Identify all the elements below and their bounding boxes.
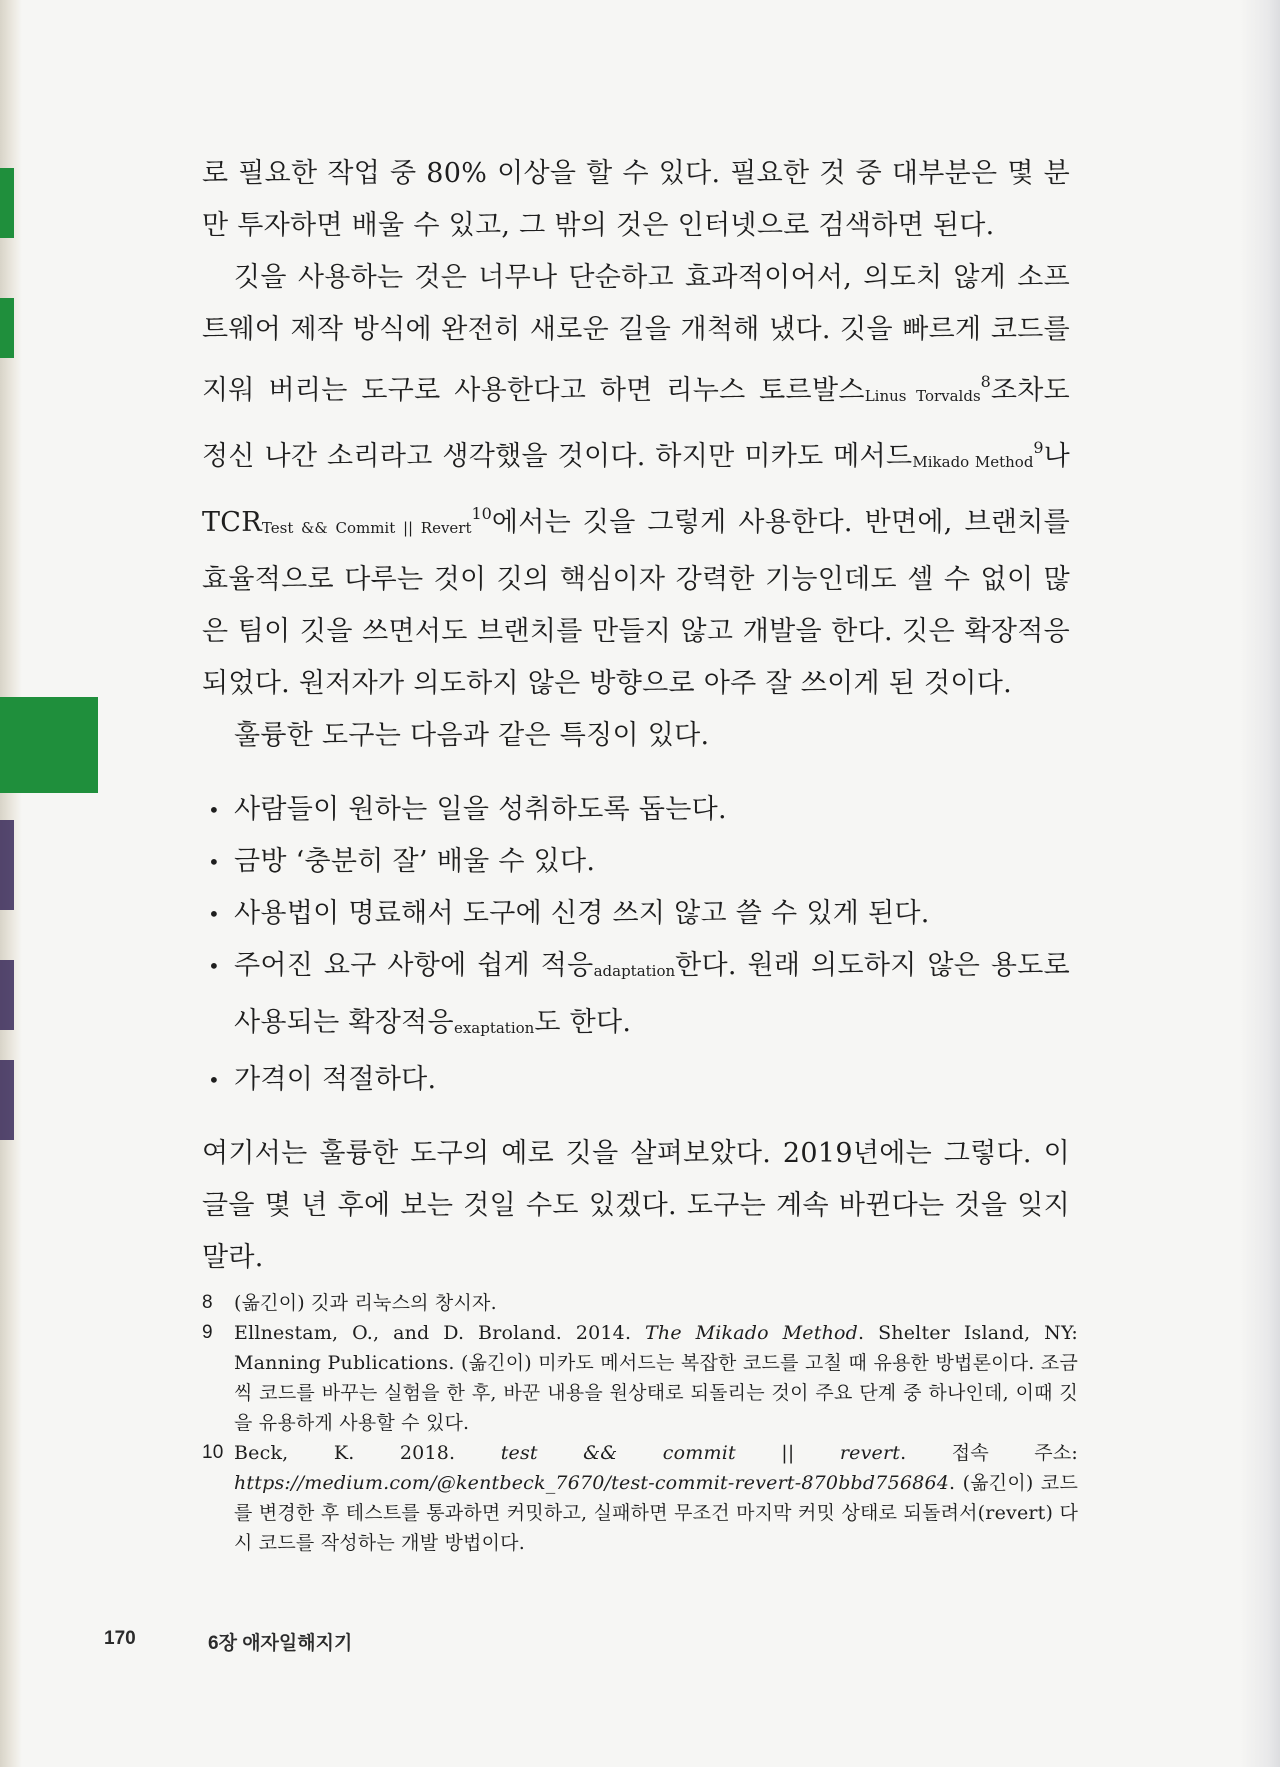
green-index-tab — [0, 697, 98, 793]
gloss-mikado-method: Mikado Method — [912, 453, 1034, 471]
paragraph-3: 훌륭한 도구는 다음과 같은 특징이 있다. — [234, 720, 710, 751]
book-title: The Mikado Method — [645, 1322, 859, 1344]
list-item — [202, 940, 1070, 1054]
list-item-text: 한다. 원래 의도하지 않은 용도로 사용되는 확장적응 — [234, 950, 1070, 1038]
bullet-icon: • — [208, 902, 221, 926]
paragraph-text: 깃을 사용하는 것은 너무나 단순하고 효과적이어서, 의도치 않게 소프트웨어 제작 방식에 완전히 새로운 길을 개척해 냈다. 깃을 빠르게 코드를 지워 버리는 도구로 사용한다고 하면 리누스 토르발스 — [202, 262, 1070, 406]
footnotes — [202, 1288, 1078, 1558]
list-item — [202, 784, 1070, 836]
page-edge-mark — [0, 960, 14, 1030]
page-edge-mark — [0, 1060, 14, 1140]
footnote-8 — [202, 1288, 1078, 1318]
list-item — [202, 1054, 1070, 1106]
footnote-number: 10 — [202, 1442, 224, 1463]
closing-paragraph: 여기서는 훌륭한 도구의 예로 깃을 살펴보았다. 2019년에는 그렇다. 이 글을 몇 년 후에 보는 것일 수도 있겠다. 도구는 계속 바뀐다는 것을 잊지 말라. — [202, 1138, 1070, 1273]
bullet-icon: • — [208, 1068, 221, 1092]
footnote-text: . 접속 주소: — [900, 1442, 1078, 1464]
gloss-exaptation: exaptation — [453, 1019, 535, 1037]
main-body-text — [202, 148, 1070, 1284]
footnote-text: Beck, K. 2018. — [234, 1442, 501, 1464]
list-item-text: 도 한다. — [534, 1007, 632, 1038]
footnote-9 — [202, 1318, 1078, 1438]
footnote-number: 9 — [202, 1322, 213, 1343]
page-edge-mark — [0, 820, 14, 910]
list-item-text: 가격이 적절하다. — [234, 1064, 437, 1095]
list-item — [202, 888, 1070, 940]
gloss-tcr: Test && Commit || Revert — [261, 519, 472, 537]
gloss-adaptation: adaptation — [593, 962, 676, 980]
list-item-text: 금방 ‘충분히 잘’ 배울 수 있다. — [234, 846, 596, 877]
bullet-icon: • — [208, 954, 221, 978]
footnote-ref-9[interactable]: 9 — [1033, 438, 1044, 457]
paragraph-text: 에서는 깃을 그렇게 사용한다. 반면에, 브랜치를 효율적으로 다루는 것이 깃의 핵심이자 강력한 기능인데도 셀 수 없이 많은 팀이 깃을 쓰면서도 브랜치를 만들지 않고 개발을 한다. 깃은 확장적응되었다. 원저자가 의도하지 않은 방향으로 아주 잘 쓰이게 된 것이다. — [202, 507, 1070, 699]
list-item-text: 사용법이 명료해서 도구에 신경 쓰지 않고 쓸 수 있게 된다. — [234, 898, 930, 929]
footnote-ref-10[interactable]: 10 — [471, 504, 492, 523]
gloss-linus-torvalds: Linus Torvalds — [864, 387, 981, 405]
chapter-title: 6장 애자일해지기 — [208, 1633, 353, 1654]
green-index-tab — [0, 168, 14, 238]
feature-list — [202, 784, 1070, 1106]
page-edge-shadow — [1240, 0, 1280, 1767]
page-footer — [104, 1628, 353, 1654]
list-item — [202, 836, 1070, 888]
footnote-10 — [202, 1438, 1078, 1558]
list-item-text: 사람들이 원하는 일을 성취하도록 돕는다. — [234, 794, 727, 825]
bullet-icon: • — [208, 850, 221, 874]
article-url[interactable]: https://medium.com/@kentbeck_7670/test-commit-revert-870bbd756864 — [234, 1472, 950, 1494]
list-item-text: 주어진 요구 사항에 쉽게 적응 — [234, 950, 594, 981]
footnote-ref-8[interactable]: 8 — [980, 372, 991, 391]
footnote-text: . Shelter Island, NY: Manning Publications. (옮긴이) 미카도 메서드는 복잡한 코드를 고칠 때 유용한 방법론이다. 조금씩 코드를 바꾸는 실험을 한 후, 바꾼 내용을 원상태로 되돌리는 것이 주요 단계 중 하나인데, 이때 깃을 유용하게 사용할 수 있다. — [234, 1322, 1079, 1434]
footnote-number: 8 — [202, 1292, 213, 1313]
page-number: 170 — [104, 1628, 136, 1649]
paragraph-text: 조차도 정신 나간 소리라고 생각했을 것이다. 하지만 미카도 메서드 — [202, 375, 1070, 472]
footnote-text: Ellnestam, O., and D. Broland. 2014. — [234, 1322, 646, 1344]
article-title: test && commit || revert — [500, 1442, 901, 1464]
bullet-icon: • — [208, 798, 221, 822]
footnote-text: (옮긴이) 깃과 리눅스의 창시자. — [234, 1292, 497, 1314]
paragraph-1: 로 필요한 작업 중 80% 이상을 할 수 있다. 필요한 것 중 대부분은 몇 분만 투자하면 배울 수 있고, 그 밖의 것은 인터넷으로 검색하면 된다. — [202, 158, 1070, 241]
green-index-tab — [0, 298, 14, 358]
footnote-text: . (옮긴이) 코드를 변경한 후 테스트를 통과하면 커밋하고, 실패하면 무조건 마지막 커밋 상태로 되돌려서(revert) 다시 코드를 작성하는 개발 방법이다. — [234, 1472, 1078, 1554]
paragraph-text: 나 TCR — [202, 441, 1070, 538]
paragraph-2 — [202, 252, 1070, 710]
